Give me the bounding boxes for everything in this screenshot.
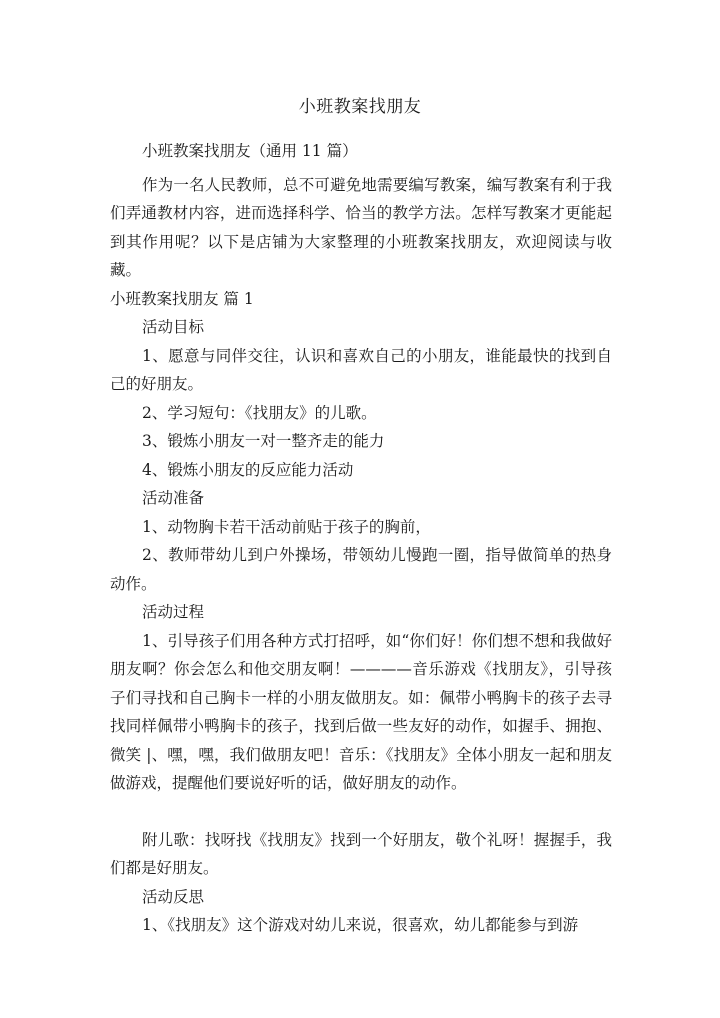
reflection-item: 1、《找朋友》这个游戏对幼儿来说，很喜欢，幼儿都能参与到游 — [142, 916, 579, 934]
goal-item: 1、愿意与同伴交往，认识和喜欢自己的小朋友，谁能最快的找到自己的好朋友。 — [110, 346, 612, 393]
document-body — [110, 137, 612, 940]
document-subtitle: 小班教案找朋友（通用 11 篇） — [142, 142, 358, 160]
goals-heading: 活动目标 — [142, 318, 205, 336]
song-paragraph: 附儿歌：找呀找《找朋友》找到一个好朋友，敬个礼呀！握握手，我们都是好朋友。 — [110, 830, 612, 877]
goal-item: 3、锻炼小朋友一对一整齐走的能力 — [142, 432, 385, 450]
process-item: 1、引导孩子们用各种方式打招呼，如“你们好！你们想不想和我做好朋友啊？你会怎么和他交朋友啊！————音乐游戏《找朋友》，引导孩子们寻找和自己胸卡一样的小朋友做朋友。如：佩带小鸭胸卡的孩子去寻找同样佩带小鸭胸卡的孩子，找到后做一些友好的动作，如握手、拥抱、微笑 |、嘿，嘿，我们做朋友吧！音乐：《找朋友》全体小朋友一起和朋友做游戏，提醒他们要说好听的话，做好朋友的动作。 — [110, 631, 612, 792]
goal-item: 4、锻炼小朋友的反应能力活动 — [142, 460, 354, 479]
section-heading: 小班教案找朋友 篇 1 — [110, 289, 254, 308]
paragraph-gap — [110, 798, 612, 826]
intro-paragraph: 作为一名人民教师，总不可避免地需要编写教案，编写教案有利于我们弄通教材内容，进而选择科学、恰当的教学方法。怎样写教案才更能起到其作用呢？以下是店铺为大家整理的小班教案找朋友，欢迎阅读与收藏。 — [110, 175, 612, 279]
prep-item: 2、教师带幼儿到户外操场，带领幼儿慢跑一圈，指导做简单的热身动作。 — [110, 546, 612, 593]
document-title: 小班教案找朋友 — [298, 97, 422, 117]
prep-heading: 活动准备 — [142, 489, 205, 507]
process-heading: 活动过程 — [142, 603, 205, 621]
prep-item: 1、动物胸卡若干活动前贴于孩子的胸前， — [142, 517, 431, 536]
reflection-heading: 活动反思 — [142, 887, 205, 906]
goal-item: 2、学习短句：《找朋友》的儿歌。 — [142, 403, 377, 422]
